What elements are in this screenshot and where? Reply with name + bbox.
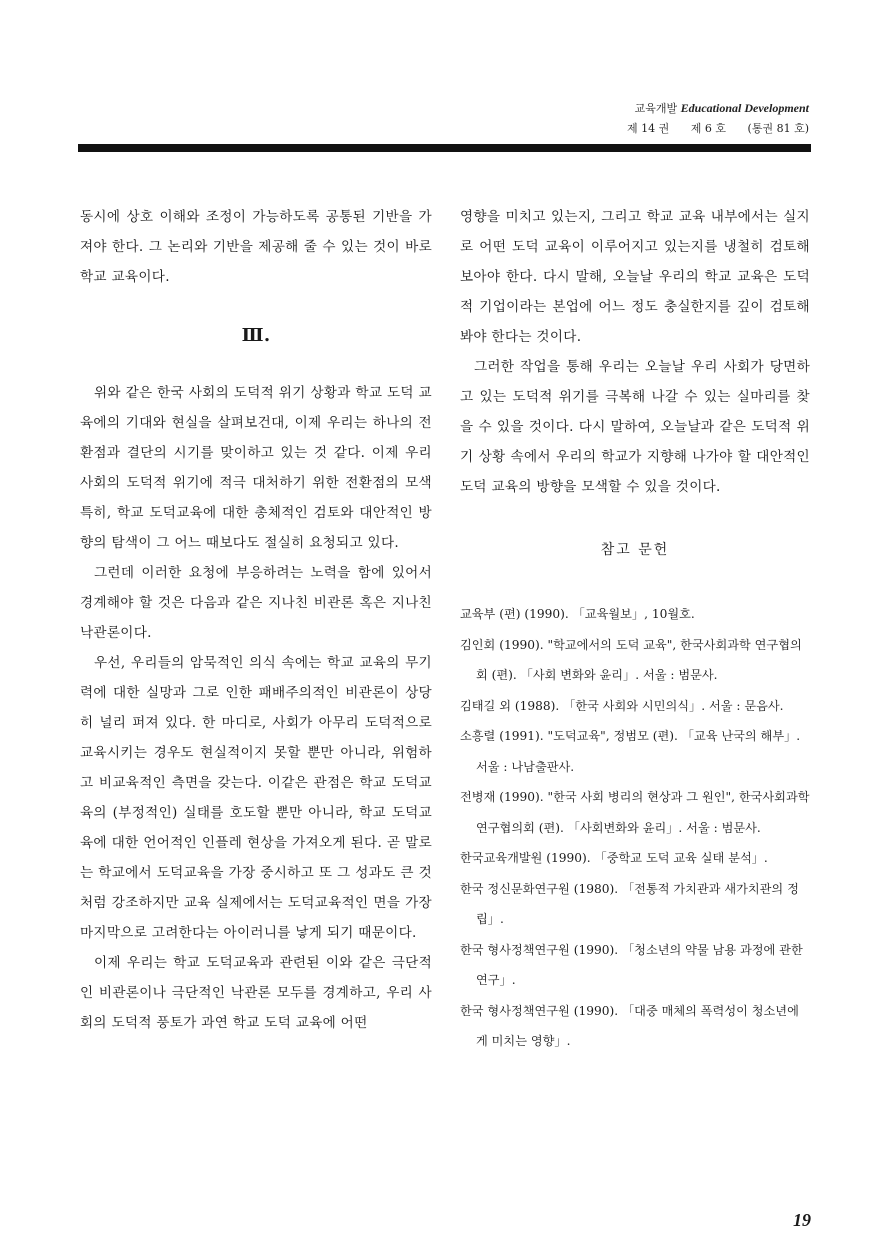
left-paragraph-1: 동시에 상호 이해와 조정이 가능하도록 공통된 기반을 가져야 한다. 그 논리와 기반을 제공해 줄 수 있는 것이 바로 학교 교육이다.	[80, 209, 432, 285]
section-heading: Ⅲ.	[241, 325, 271, 346]
references-heading: 참고 문헌	[600, 542, 670, 558]
running-header	[609, 98, 809, 139]
reference-item: 한국 형사정책연구원 (1990). 「대중 매체의 폭력성이 청소년에게 미치는 영향」.	[460, 1003, 799, 1048]
volume-label: 제 14 권	[627, 122, 670, 135]
journal-issue-line	[609, 119, 809, 139]
left-paragraph-4: 우선, 우리들의 암묵적인 의식 속에는 학교 교육의 무기력에 대한 실망과 그로 인한 패배주의적인 비관론이 상당히 널리 퍼져 있다. 한 마디로, 사회가 아무리 도덕적으로 교육시키는 경우도 현실적이지 못할 뿐만 아니라, 위험하고 비교육적인 측면을 갖는다. 이같은 관점은 학교 도덕교육의 (부정적인) 실태를 호도할 뿐만 아니라, 학교 도덕교육에 대한 언어적인 인플레 현상을 가져오게 된다. 곧 말로는 학교에서 도덕교육을 가장 중시하고 또 그 성과도 큰 것처럼 강조하지만 교육 실제에서는 도덕교육적인 면을 가장 마지막으로 고려한다는 아이러니를 낳게 되기 때문이다.	[80, 655, 432, 941]
journal-title-line	[609, 98, 809, 119]
reference-item: 한국교육개발원 (1990). 「중학교 도덕 교육 실태 분석」.	[460, 851, 768, 865]
left-paragraph-2: 위와 같은 한국 사회의 도덕적 위기 상황과 학교 도덕 교육에의 기대와 현실을 살펴보건대, 이제 우리는 하나의 전환점과 결단의 시기를 맞이하고 있는 것 같다. 이제 우리 사회의 도덕적 위기에 적극 대처하기 위한 전환점의 모색 특히, 학교 도덕교육에 대한 총체적인 검토와 대안적인 방향의 탐색이 그 어느 때보다도 절실히 요청되고 있다.	[80, 385, 432, 551]
journal-title-english: Educational Development	[680, 101, 809, 115]
left-paragraph-5: 이제 우리는 학교 도덕교육과 관련된 이와 같은 극단적인 비관론이나 극단적인 낙관론 모두를 경계하고, 우리 사회의 도덕적 풍토가 과연 학교 도덕 교육에 어떤	[80, 955, 432, 1031]
reference-item: 한국 형사정책연구원 (1990). 「청소년의 약물 남용 과정에 관한 연구」.	[460, 942, 803, 987]
reference-item: 교육부 (편) (1990). 「교육월보」, 10월호.	[460, 607, 695, 621]
right-paragraph-1: 영향을 미치고 있는지, 그리고 학교 교육 내부에서는 실지로 어떤 도덕 교육이 이루어지고 있는지를 냉철히 검토해 보아야 한다. 다시 말해, 오늘날 우리의 학교 교육은 도덕적 기업이라는 본업에 어느 정도 충실한지를 깊이 검토해 봐야 한다는 것이다.	[460, 209, 810, 345]
right-column	[460, 202, 810, 1057]
serial-label: (통권 81 호)	[747, 122, 809, 135]
page-number: 19	[793, 1210, 811, 1230]
left-column	[80, 202, 432, 1038]
left-paragraph-3: 그런데 이러한 요청에 부응하려는 노력을 함에 있어서 경계해야 할 것은 다음과 같은 지나친 비관론 혹은 지나친 낙관론이다.	[80, 565, 432, 641]
header-rule	[78, 144, 811, 152]
reference-item: 한국 정신문화연구원 (1980). 「전통적 가치관과 새가치관의 정립」.	[460, 881, 799, 926]
reference-item: 전병재 (1990). "한국 사회 병리의 현상과 그 원인", 한국사회과학 연구협의회 (편). 「사회변화와 윤리」. 서울 : 범문사.	[460, 790, 810, 835]
journal-title-korean: 교육개발	[634, 102, 678, 115]
reference-item: 소흥렬 (1991). "도덕교육", 정범모 (편). 「교육 난국의 해부」. 서울 : 나남출판사.	[460, 729, 801, 774]
reference-item: 김태길 외 (1988). 「한국 사회와 시민의식」. 서울 : 문음사.	[460, 698, 784, 713]
reference-item: 김인회 (1990). "학교에서의 도덕 교육", 한국사회과학 연구협의회 (편). 「사회 변화와 윤리」. 서울 : 범문사.	[460, 637, 802, 682]
references-list	[460, 599, 810, 1057]
issue-label: 제 6 호	[690, 122, 727, 135]
right-paragraph-2: 그러한 작업을 통해 우리는 오늘날 우리 사회가 당면하고 있는 도덕적 위기를 극복해 나갈 수 있는 실마리를 찾을 수 있을 것이다. 다시 말하여, 오늘날과 같은 도덕적 위기 상황 속에서 우리의 학교가 지향해 나가야 할 대안적인 도덕 교육의 방향을 모색할 수 있을 것이다.	[460, 359, 810, 495]
